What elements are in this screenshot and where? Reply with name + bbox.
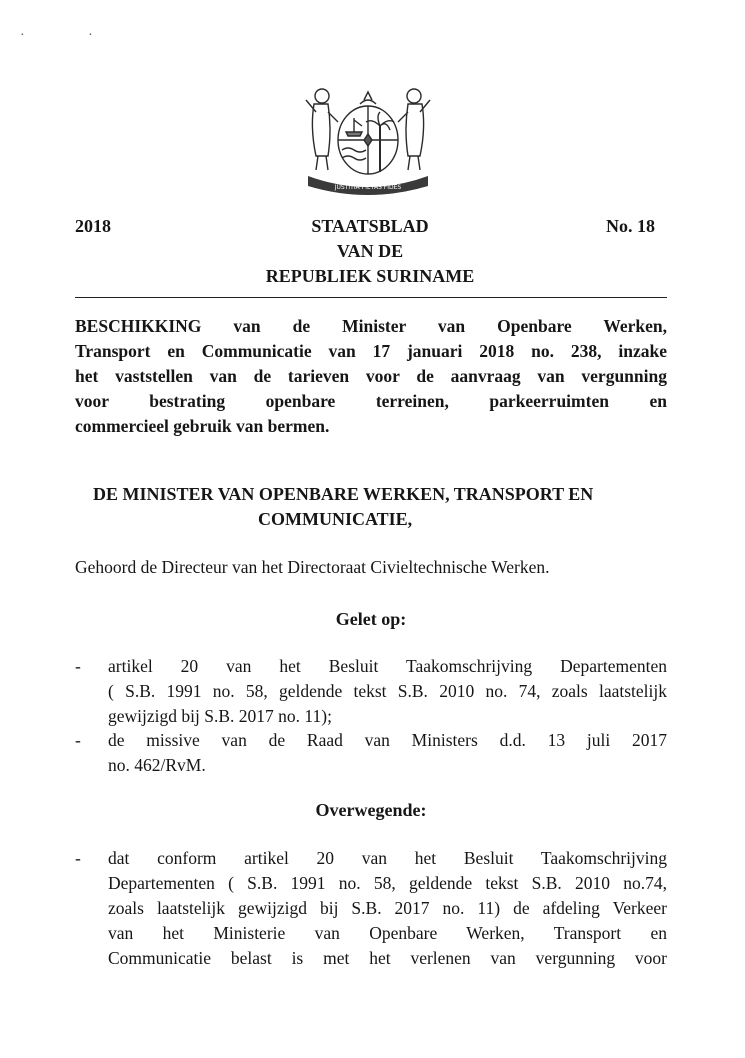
gelet-op-heading: Gelet op: bbox=[335, 609, 407, 629]
item-line: Communicatie belast is met het verlenen van vergunning voor bbox=[108, 948, 667, 968]
beschikking-line: commercieel gebruik van bermen. bbox=[75, 416, 330, 436]
emblem-motto: JUSTITIA PIETAS FIDES bbox=[334, 184, 402, 191]
publication-year: 2018 bbox=[75, 216, 111, 236]
beschikking-line: voor bestrating openbare terreinen, parkeerruimten en bbox=[75, 391, 667, 411]
item-line: dat conform artikel 20 van het Besluit Taakomschrijving bbox=[108, 848, 667, 868]
item-line: van het Ministerie van Openbare Werken, Transport en bbox=[108, 923, 667, 943]
staatsblad-subtitle: VAN DE bbox=[336, 241, 404, 261]
minister-heading-line1: DE MINISTER VAN OPENBARE WERKEN, TRANSPORT EN bbox=[93, 484, 594, 504]
item-line: de missive van de Raad van Ministers d.d. 13 juli 2017 bbox=[108, 730, 667, 750]
staatsblad-title: STAATSBLAD bbox=[311, 216, 429, 236]
item-line: Departementen ( S.B. 1991 no. 58, geldende tekst S.B. 2010 no.74, bbox=[108, 873, 667, 893]
publication-number: No. 18 bbox=[606, 216, 655, 236]
gehoord-text: Gehoord de Directeur van het Directoraat Civieltechnische Werken. bbox=[75, 557, 550, 577]
item-line: gewijzigd bij S.B. 2017 no. 11); bbox=[108, 706, 332, 726]
overwegende-heading: Overwegende: bbox=[315, 800, 427, 820]
minister-heading-line2: COMMUNICATIE, bbox=[258, 509, 413, 529]
header-divider bbox=[75, 297, 667, 298]
item-line: artikel 20 van het Besluit Taakomschrijving Departementen bbox=[108, 656, 667, 676]
suriname-coat-of-arms-icon bbox=[298, 78, 438, 196]
beschikking-line: BESCHIKKING van de Minister van Openbare Werken, bbox=[75, 316, 667, 336]
bullet-dash: - bbox=[75, 656, 81, 676]
gelet-op-item bbox=[75, 728, 667, 778]
bullet-dash: - bbox=[75, 730, 81, 750]
scan-specks: · · bbox=[20, 28, 123, 43]
overwegende-item bbox=[75, 846, 667, 971]
bullet-dash: - bbox=[75, 848, 81, 868]
item-line: ( S.B. 1991 no. 58, geldende tekst S.B. 2010 no. 74, zoals laatstelijk bbox=[108, 681, 667, 701]
item-line: zoals laatstelijk gewijzigd bij S.B. 2017 no. 11) de afdeling Verkeer bbox=[108, 898, 667, 918]
beschikking-line: Transport en Communicatie van 17 januari 2018 no. 238, inzake bbox=[75, 341, 667, 361]
republic-name: REPUBLIEK SURINAME bbox=[265, 266, 475, 286]
gelet-op-item bbox=[75, 654, 667, 729]
beschikking-paragraph bbox=[75, 314, 667, 439]
item-line: no. 462/RvM. bbox=[108, 755, 206, 775]
beschikking-line: het vaststellen van de tarieven voor de aanvraag van vergunning bbox=[75, 366, 667, 386]
